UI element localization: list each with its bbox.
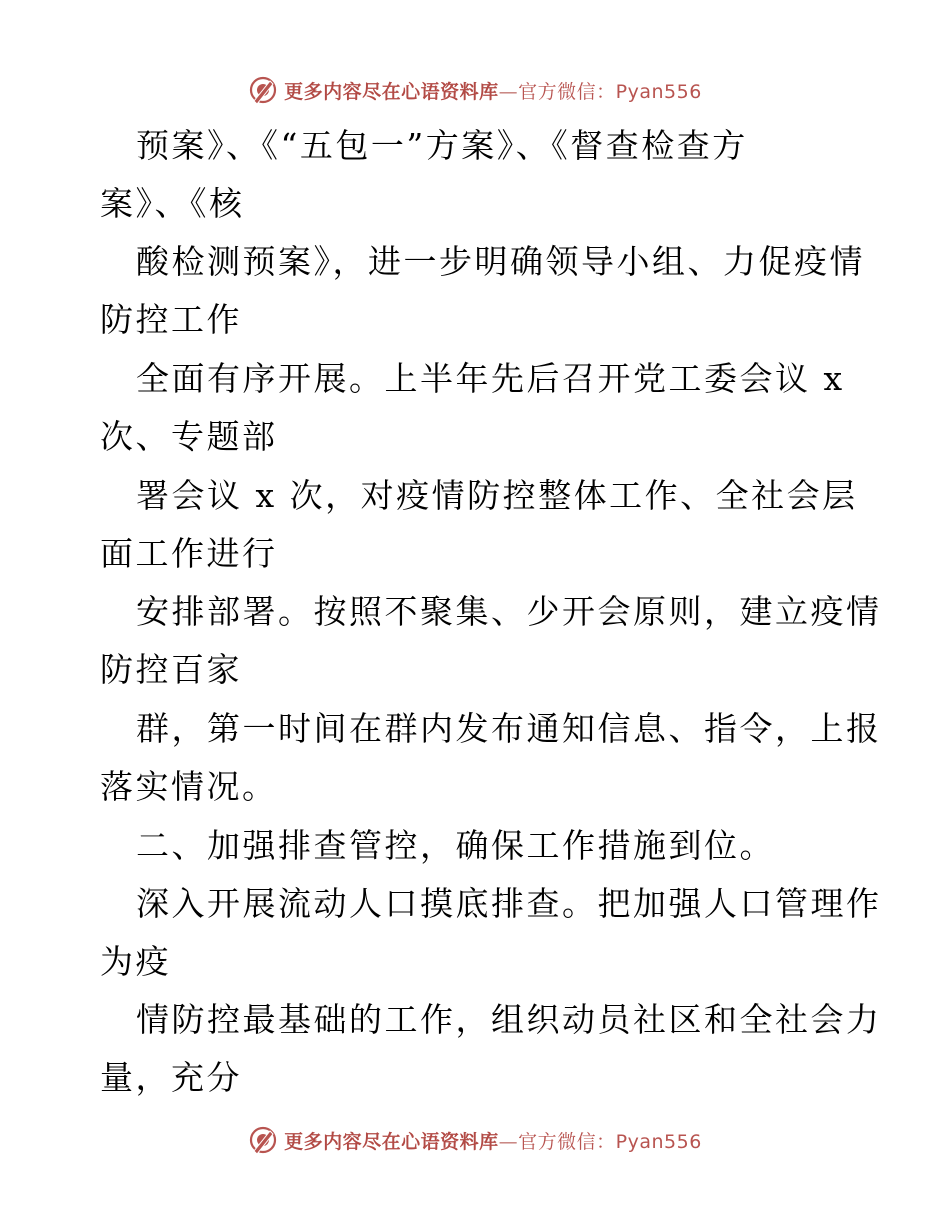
- text-line: 防控百家: [100, 650, 242, 689]
- text-line: 落实情况。: [100, 767, 278, 806]
- text-line: 群，第一时间在群内发布通知信息、指令，上报: [136, 709, 882, 748]
- watermark-prefix: 更多内容尽在心语资料库: [284, 1130, 499, 1153]
- watermark-prefix: 更多内容尽在心语资料库: [284, 80, 499, 103]
- watermark-dash: —: [498, 1130, 519, 1153]
- section-heading: 二、加强排查管控，确保工作措施到位。: [136, 826, 775, 865]
- text-line: 为疫: [100, 942, 171, 981]
- watermark-suffix: 官方微信：Pyan556: [518, 1130, 702, 1153]
- text-line: 预案》、《“五包一”方案》、《督查检查方: [136, 126, 748, 165]
- text-line: 面工作进行: [100, 534, 278, 573]
- watermark-dash: —: [498, 80, 519, 103]
- text-line: 次、专题部: [100, 417, 278, 456]
- watermark-text: [284, 1127, 702, 1154]
- text-line: 情防控最基础的工作，组织动员社区和全社会力: [136, 1000, 882, 1039]
- watermark-suffix: 官方微信：Pyan556: [518, 80, 702, 103]
- footer-watermark: [0, 1120, 950, 1160]
- text-line: 深入开展流动人口摸底排查。把加强人口管理作: [136, 884, 882, 923]
- text-line: 全面有序开展。上半年先后召开党工委会议 x: [136, 359, 845, 398]
- text-line: 署会议 x 次，对疫情防控整体工作、全社会层: [136, 476, 858, 515]
- text-line: 防控工作: [100, 300, 242, 339]
- text-line: 酸检测预案》，进一步明确领导小组、力促疫情: [136, 242, 865, 281]
- text-line: 安排部署。按照不聚集、少开会原则，建立疫情: [136, 592, 882, 631]
- text-line: 案》、《核: [100, 184, 245, 223]
- pen-logo-icon: [248, 1125, 278, 1155]
- text-line: 量，充分: [100, 1058, 242, 1097]
